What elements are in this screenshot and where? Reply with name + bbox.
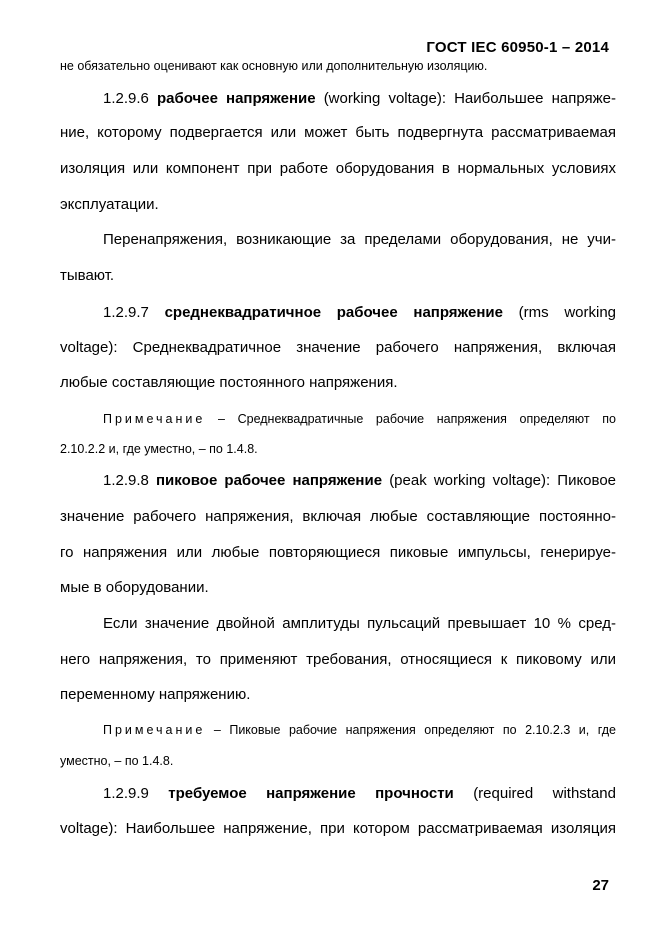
- note-text: – Пиковые рабочие напряжения определяют по 2.10.2.3 и, где: [213, 723, 616, 737]
- text-line: мые в оборудовании.: [60, 579, 209, 596]
- section-1-2-9-7: [60, 304, 616, 322]
- text-line: Перенапряжения, возникающие за пределами оборудования, не учи-: [103, 231, 616, 248]
- note-text: 2.10.2.2 и, где уместно, – по 1.4.8.: [60, 442, 258, 456]
- note-label: Примечание: [103, 723, 206, 737]
- term: среднеквадратичное рабочее напряжение: [164, 304, 503, 321]
- section-1-2-9-6: [60, 90, 616, 108]
- section-number: 1.2.9.9: [103, 785, 149, 802]
- text-line: него напряжения, то применяют требования, относящиеся к пиковому или: [60, 651, 616, 668]
- note-1: [60, 410, 616, 428]
- text-line: (rms working: [518, 304, 617, 321]
- term: рабочее напряжение: [156, 90, 316, 107]
- text-line: (working voltage): Наибольшее напряже-: [323, 90, 617, 107]
- text-line: переменному напряжению.: [60, 686, 251, 703]
- section-number: 1.2.9.6: [103, 90, 149, 107]
- text-line: voltage): Наибольшее напряжение, при котором рассматриваемая изоляция: [60, 820, 616, 837]
- text-line: voltage): Среднеквадратичное значение рабочего напряжения, включая: [60, 339, 616, 356]
- text-line: (required withstand: [473, 785, 616, 802]
- text-line: (peak working voltage): Пиковое: [389, 472, 617, 489]
- section-1-2-9-8: [60, 472, 616, 490]
- note-text: – Среднеквадратичные рабочие напряжения определяют по: [218, 412, 616, 426]
- text-line: значение рабочего напряжения, включая любые составляющие постоянно-: [60, 508, 616, 525]
- note-text: уместно, – по 1.4.8.: [60, 754, 174, 768]
- page-number: 27: [592, 877, 609, 894]
- note-2: [60, 721, 616, 739]
- term: требуемое напряжение прочности: [168, 785, 454, 802]
- term: пиковое рабочее напряжение: [156, 472, 383, 489]
- text-line: не обязательно оценивают как основную или дополнительную изоляцию.: [60, 59, 488, 73]
- document-header: ГОСТ IEC 60950-1 – 2014: [426, 39, 609, 56]
- note-label: Примечание: [103, 412, 206, 426]
- text-line: Если значение двойной амплитуды пульсаций превышает 10 % сред-: [103, 615, 616, 632]
- text-line: изоляция или компонент при работе оборудования в нормальных условиях: [60, 160, 616, 177]
- text-line: ние, которому подвергается или может быть подвергнута рассматриваемая: [60, 124, 616, 141]
- section-1-2-9-9: [60, 785, 616, 803]
- section-number: 1.2.9.8: [103, 472, 149, 489]
- text-line: го напряжения или любые повторяющиеся пиковые импульсы, генерируе-: [60, 544, 616, 561]
- section-number: 1.2.9.7: [103, 304, 149, 321]
- text-line: любые составляющие постоянного напряжения.: [60, 374, 398, 391]
- text-line: эксплуатации.: [60, 196, 159, 213]
- text-line: тывают.: [60, 267, 115, 284]
